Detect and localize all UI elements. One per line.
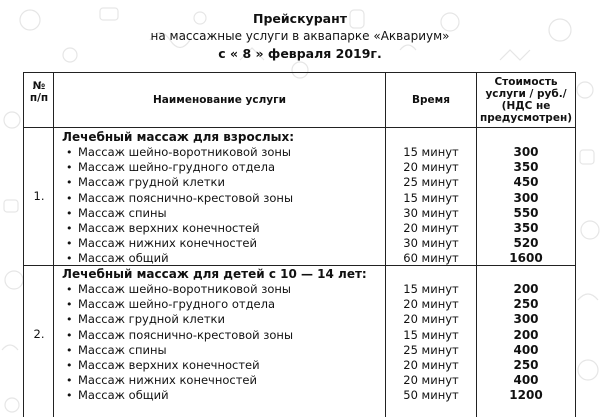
list-item: [62, 328, 384, 343]
service-name: Массаж шейно-грудного отдела: [78, 160, 275, 175]
section-2-services: [62, 266, 384, 404]
service-name: Массаж верхних конечностей: [78, 357, 260, 372]
service-price: 250: [513, 357, 539, 372]
service-time: 20 минут: [403, 297, 459, 312]
service-price: 200: [513, 327, 539, 342]
service-name: Массаж шейно-воротниковой зоны: [78, 145, 291, 159]
service-name: Массаж шейно-грудного отдела: [78, 297, 275, 312]
list-item: [62, 388, 384, 403]
section-2-times: [386, 282, 476, 404]
header-number-label: п/п: [29, 92, 49, 104]
bullet-icon: •: [66, 221, 73, 235]
bullet-icon: •: [66, 343, 73, 357]
service-price: 400: [513, 373, 539, 388]
header-price-line-1: Стоимость: [494, 76, 558, 88]
service-time: 20 минут: [403, 312, 459, 327]
list-item: [62, 282, 384, 297]
section-1-times: [386, 145, 476, 267]
service-name: Массаж пояснично-крестовой зоны: [78, 327, 294, 342]
service-price: 400: [513, 342, 539, 357]
service-name: Массаж нижних конечностей: [78, 236, 257, 251]
header-service-label: Наименование услуги: [153, 94, 286, 106]
service-time: 30 минут: [403, 205, 459, 220]
list-item: [62, 312, 384, 327]
header-price-line-4: предусмотрен): [479, 112, 572, 124]
service-name: Массаж грудной клетки: [78, 175, 225, 190]
service-name: Массаж пояснично-крестовой зоны: [78, 190, 294, 205]
service-time: 15 минут: [403, 327, 459, 342]
bullet-icon: •: [66, 191, 73, 205]
section-1-prices: [477, 145, 575, 267]
bullet-icon: •: [66, 328, 73, 342]
service-price: 520: [513, 236, 539, 251]
service-price: 300: [513, 312, 539, 327]
service-price: 1200: [509, 388, 543, 403]
service-price: 300: [513, 145, 539, 159]
bullet-icon: •: [66, 283, 73, 296]
list-item: [62, 343, 384, 358]
list-item: [62, 221, 384, 236]
service-name: Массаж общий: [78, 251, 169, 266]
header-price-line-3: (НДС не: [501, 100, 551, 112]
section-number-1: 1.: [33, 189, 45, 203]
service-name: Массаж шейно-воротниковой зоны: [78, 282, 291, 296]
service-price: 300: [513, 190, 539, 205]
document-title: Прейскурант: [253, 11, 347, 26]
service-price: 250: [513, 297, 539, 312]
service-time: 50 минут: [403, 388, 459, 403]
document-subtitle: на массажные услуги в аквапарке «Аквариум»: [150, 29, 450, 43]
list-item: [62, 175, 384, 190]
section-2-title: Лечебный массаж для детей с 10 — 14 лет:: [62, 267, 367, 281]
service-name: Массаж нижних конечностей: [78, 373, 257, 388]
service-name: Массаж верхних конечностей: [78, 220, 260, 235]
service-name: Массаж спины: [78, 205, 167, 220]
header-price-line-2: услуги / руб./: [485, 88, 567, 100]
list-item: [62, 145, 384, 160]
service-time: 60 минут: [403, 251, 459, 266]
list-item: [62, 297, 384, 312]
service-time: 15 минут: [403, 190, 459, 205]
service-time: 25 минут: [403, 175, 459, 190]
header-time-cell: [386, 94, 476, 106]
service-time: 20 минут: [403, 373, 459, 388]
section-2-prices: [477, 282, 575, 404]
service-time: 25 минут: [403, 342, 459, 357]
list-item: [62, 373, 384, 388]
list-item: [62, 358, 384, 373]
section-1-services: [62, 129, 384, 267]
bullet-icon: •: [66, 358, 73, 372]
service-time: 20 минут: [403, 220, 459, 235]
service-name: Массаж спины: [78, 342, 167, 357]
service-time: 15 минут: [403, 282, 459, 296]
header-number-cell: [24, 80, 54, 104]
bullet-icon: •: [66, 146, 73, 159]
header-number-sign: №: [32, 80, 46, 92]
bullet-icon: •: [66, 161, 73, 175]
header-time-label: Время: [412, 94, 450, 106]
service-price: 200: [513, 282, 539, 296]
service-name: Массаж общий: [78, 388, 169, 403]
service-price: 1600: [509, 251, 543, 266]
service-time: 30 минут: [403, 236, 459, 251]
service-name: Массаж грудной клетки: [78, 312, 225, 327]
header-service-cell: [54, 94, 385, 106]
bullet-icon: •: [66, 374, 73, 388]
service-time: 15 минут: [403, 145, 459, 159]
service-price: 550: [513, 205, 539, 220]
bullet-icon: •: [66, 313, 73, 327]
service-time: 20 минут: [403, 357, 459, 372]
section-1-title: Лечебный массаж для взрослых:: [62, 130, 294, 144]
service-time: 20 минут: [403, 160, 459, 175]
document-date: с « 8 » февраля 2019г.: [218, 46, 382, 61]
list-item: [62, 236, 384, 251]
bullet-icon: •: [66, 237, 73, 251]
section-number-2: 2.: [33, 327, 45, 341]
list-item: [62, 160, 384, 175]
list-item: [62, 191, 384, 206]
bullet-icon: •: [66, 252, 73, 266]
bullet-icon: •: [66, 298, 73, 312]
list-item: [62, 251, 384, 266]
bullet-icon: •: [66, 389, 73, 403]
service-price: 350: [513, 220, 539, 235]
bullet-icon: •: [66, 206, 73, 220]
list-item: [62, 206, 384, 221]
header-price-cell: [477, 76, 575, 124]
bullet-icon: •: [66, 176, 73, 190]
service-price: 450: [513, 175, 539, 190]
service-price: 350: [513, 160, 539, 175]
